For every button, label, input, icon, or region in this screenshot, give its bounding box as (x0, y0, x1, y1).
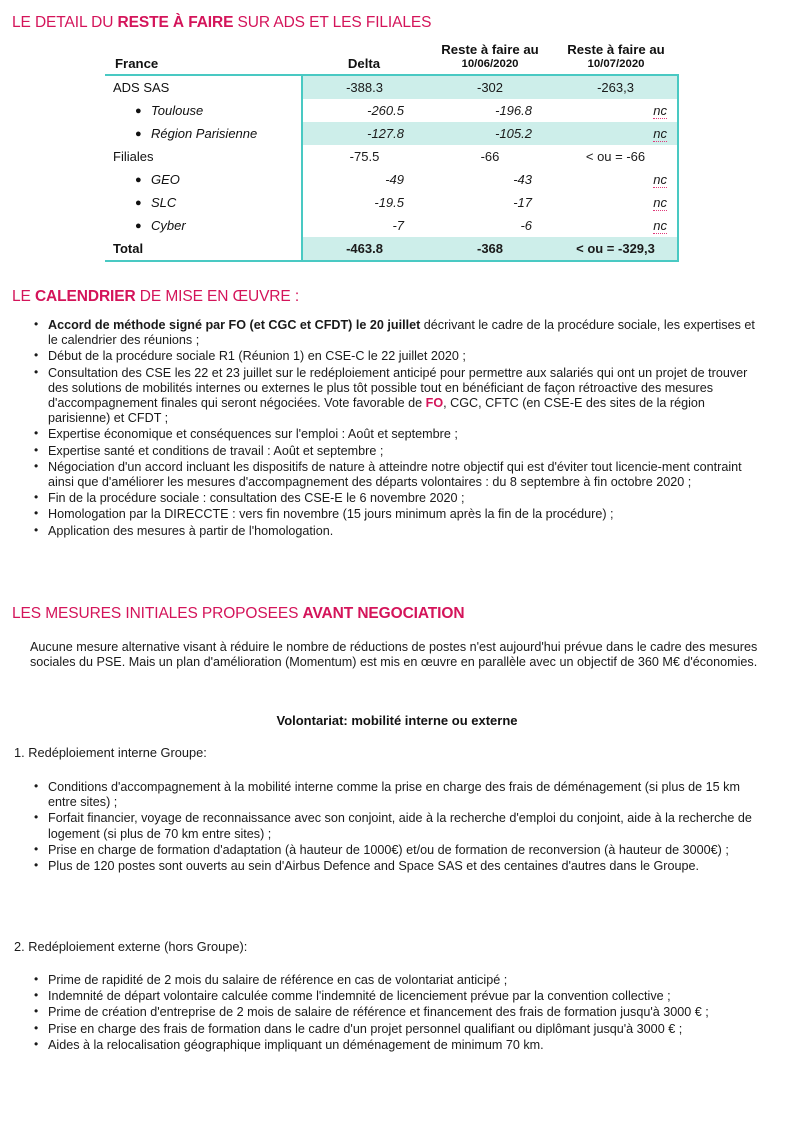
row-label: ● Toulouse (105, 99, 302, 122)
nc-value: nc (653, 126, 667, 142)
list-item-text: Fin de la procédure sociale : consultation des CSE-E le 6 novembre 2020 ; (48, 491, 465, 506)
cell-reste-2 (554, 191, 678, 214)
bullet-icon: ● (135, 173, 142, 186)
row-label: ADS SAS (105, 75, 302, 99)
cell-reste-2: < ou = -329,3 (554, 237, 678, 261)
bullet-icon: ● (135, 219, 142, 232)
list-item (30, 427, 758, 442)
list-item-text: Prise en charge de formation d'adaptation (à hauteur de 1000€) et/ou de formation de reconversion (à hauteur de 3000€) ; (48, 842, 729, 857)
heading-mesures-pre: LES MESURES INITIALES PROPOSEES (12, 605, 303, 622)
cell-reste-1: -302 (426, 75, 554, 99)
bullet-icon: ● (135, 104, 142, 117)
heading-detail-strong: RESTE À FAIRE (117, 14, 234, 31)
col-header-reste-2 (554, 42, 678, 75)
col-header-reste-1-date: 10/06/2020 (461, 58, 519, 70)
nc-value: nc (653, 172, 667, 188)
cell-reste-1: -6 (520, 218, 532, 234)
cell-reste-1: -17 (513, 195, 532, 211)
section1-number-label: 1. Redéploiement interne Groupe: (14, 745, 207, 760)
list-item-text: Début de la procédure sociale R1 (Réunion 1) en CSE-C le 22 juillet 2020 ; (48, 349, 466, 364)
cell-delta: -463.8 (302, 237, 426, 261)
cell-reste-1: -368 (426, 237, 554, 261)
table-row (105, 99, 678, 122)
accent-union-label: FO (425, 396, 444, 411)
section-heading-mesures (12, 605, 464, 622)
nc-value: nc (653, 103, 667, 119)
cell-reste-2 (554, 99, 678, 122)
heading-detail-post: SUR ADS ET LES FILIALES (233, 14, 432, 31)
list-item-text: Application des mesures à partir de l'homologation. (48, 523, 334, 538)
list-item-text: Conditions d'accompagnement à la mobilité interne comme la prise en charge des frais de déménagement (si plus de 15 km entre sites) ; (48, 780, 740, 810)
list-item (30, 318, 758, 348)
heading-calendrier-post: DE MISE EN ŒUVRE : (135, 288, 300, 305)
list-item-text: Négociation d'un accord incluant les dispositifs de nature à atteindre notre objectif qui est d'éviter tout licencie-ment contraint ainsi que d'améliorer les mesures d'accompagnement des départs volontaires : du 8 septembre à fin octobre 2020 ; (48, 459, 742, 490)
list-item (30, 811, 764, 841)
volontariat-title: Volontariat: mobilité interne ou externe (276, 713, 518, 728)
list-item (30, 507, 758, 522)
cell-delta: -19.5 (302, 191, 426, 214)
cell-reste-1: -43 (513, 172, 532, 188)
list-item (30, 989, 764, 1004)
row-label: Total (105, 237, 302, 261)
list-item-text: Consultation des CSE les 22 et 23 juillet sur le redéploiement anticipé pour permettre aux salariés qui ont un projet de trouver des solutions de mobilités internes ou externes le plus tôt possible tout en bénéficiant de façon rétroactive des mesures d'accompagnement finales qui seront négociées. Vote favorable de (48, 365, 748, 411)
cell-reste-1: -196.8 (495, 103, 532, 119)
cell-reste-2: -263,3 (554, 75, 678, 99)
col-header-delta: Delta (302, 42, 426, 75)
cell-reste-2 (554, 168, 678, 191)
list-item (30, 780, 764, 810)
cell-reste-1: -105.2 (426, 122, 554, 145)
table-row (105, 214, 678, 237)
col-header-france: France (105, 42, 302, 75)
heading-calendrier-strong: CALENDRIER (34, 288, 136, 305)
list-item-text: Prime de création d'entreprise de 2 mois de salaire de référence et financement des frais de formation jusqu'à 3000 € ; (48, 1005, 709, 1020)
col-header-reste-1 (426, 42, 554, 75)
cell-delta: -127.8 (302, 122, 426, 145)
cell-delta: -7 (302, 214, 426, 237)
cell-delta: -260.5 (302, 99, 426, 122)
heading-calendrier-pre: LE (12, 288, 35, 305)
bullet-icon: ● (135, 127, 142, 140)
list-item (30, 460, 758, 490)
list-item-text: Aides à la relocalisation géographique impliquant un déménagement de minimum 70 km. (48, 1037, 544, 1052)
table-header-row (105, 42, 678, 75)
list-item-text: décrivant le cadre de la procédure sociale, les expertises et le calendrier des réunions ; (48, 318, 755, 348)
mesures-paragraph: Aucune mesure alternative visant à réduire le nombre de réductions de postes n'est aujourd'hui prévue dans le cadre des mesures sociales du PSE. Mais un plan d'amélioration (Momentum) est mis en œuvre en parallèle avec un objectif de 360 M€ d'économies. (30, 640, 758, 670)
row-label: ● SLC (105, 191, 302, 214)
calendar-bullet-list (30, 318, 758, 540)
nc-value: nc (653, 218, 667, 234)
list-item-text: Plus de 120 postes sont ouverts au sein d'Airbus Defence and Space SAS et des centaines d'autres dans le Groupe. (48, 859, 699, 874)
row-label: Filiales (113, 149, 154, 165)
cell-reste-2 (554, 214, 678, 237)
list-item (30, 1022, 764, 1037)
section-heading-calendrier (12, 288, 299, 305)
list-item-text-tail: , CGC, CFTC (en CSE-E des sites de la région parisienne) et CFDT ; (48, 396, 705, 426)
col-header-reste-1-line1: Reste à faire au (441, 42, 539, 57)
cell-delta: -49 (302, 168, 426, 191)
section1-bullet-list (30, 780, 764, 875)
reste-a-faire-table (105, 42, 679, 262)
reste-a-faire-table-wrapper (105, 42, 678, 262)
list-item (30, 843, 764, 858)
table-row (105, 122, 678, 145)
table-row (105, 168, 678, 191)
row-label: ● Région Parisienne (105, 122, 302, 145)
list-item-text: Prise en charge des frais de formation dans le cadre d'un projet personnel qualifiant ou diplômant jusqu'à 3000 € ; (48, 1021, 683, 1036)
row-label: ● GEO (105, 168, 302, 191)
cell-delta: -75.5 (302, 145, 426, 168)
cell-reste-2: < ou = -66 (554, 145, 678, 168)
list-item-text: Expertise économique et conséquences sur l'emploi : Août et septembre ; (48, 427, 458, 442)
row-label: ● Cyber (105, 214, 302, 237)
table-row (105, 191, 678, 214)
col-header-reste-2-line1: Reste à faire au (567, 42, 665, 57)
table-row (105, 237, 678, 261)
list-item (30, 524, 758, 539)
table-row (105, 145, 678, 168)
list-item-text: Indemnité de départ volontaire calculée comme l'indemnité de licenciement prévue par la convention collective ; (48, 989, 671, 1004)
cell-reste-1: -66 (480, 149, 500, 165)
table-row (105, 75, 678, 99)
list-item-text: Expertise santé et conditions de travail : Août et septembre ; (48, 443, 384, 458)
nc-value: nc (653, 195, 667, 211)
list-item (30, 859, 764, 874)
list-item-text: Prime de rapidité de 2 mois du salaire de référence en cas de volontariat anticipé ; (48, 973, 508, 987)
table-header (105, 42, 678, 75)
list-item (30, 366, 758, 427)
list-item-text: Forfait financier, voyage de reconnaissance avec son conjoint, aide à la recherche d'emploi du conjoint, aide à la recherche de logement (si plus de 70 km entre sites) ; (48, 811, 752, 841)
cell-delta: -388.3 (302, 75, 426, 99)
section2-number-label: 2. Redéploiement externe (hors Groupe): (14, 939, 248, 954)
table-body (105, 75, 678, 261)
bullet-icon: ● (135, 196, 142, 209)
heading-mesures-strong: AVANT NEGOCIATION (302, 605, 465, 622)
section-heading-detail (12, 14, 431, 31)
list-item (30, 491, 758, 506)
list-item (30, 1005, 764, 1020)
list-item-text: Homologation par la DIRECCTE : vers fin novembre (15 jours minimum après la fin de la procédure) ; (48, 507, 614, 522)
list-item-lead: Accord de méthode signé par FO (et CGC et CFDT) le 20 juillet (48, 318, 421, 332)
heading-detail-pre: LE DETAIL DU (12, 14, 118, 31)
list-item (30, 349, 758, 364)
list-item (30, 444, 758, 459)
cell-reste-2 (554, 122, 678, 145)
list-item (30, 1038, 764, 1053)
list-item (30, 973, 764, 988)
col-header-reste-2-date: 10/07/2020 (587, 58, 645, 70)
section2-bullet-list (30, 973, 764, 1054)
